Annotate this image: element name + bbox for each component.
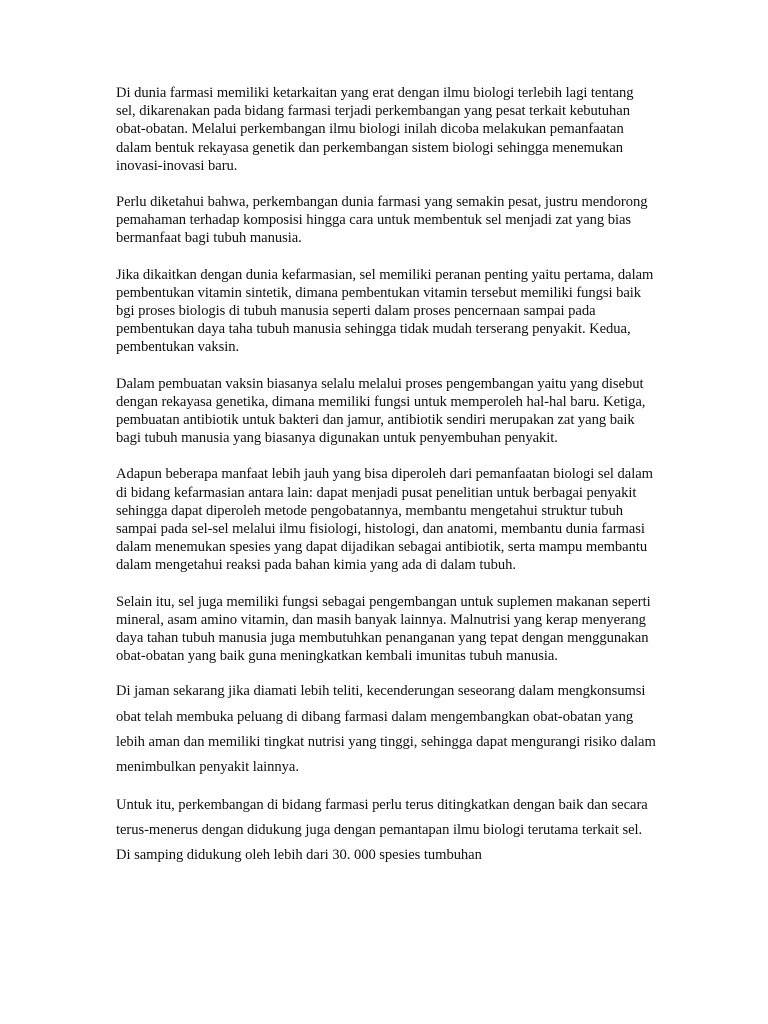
paragraph-5: Adapun beberapa manfaat lebih jauh yang bisa diperoleh dari pemanfaatan biologi sel dalam di bidang kefarmasian antara lain: dapat menjadi pusat penelitian untuk berbagai penyakit sehingga dapat diperoleh metode pengobatannya, membantu mengetahui struktur tubuh sampai pada sel-sel melalui ilmu fisiologi, histologi, dan anatomi, membantu dunia farmasi dalam menemukan spesies yang dapat dijadikan sebagai antibiotik, serta mampu membantu dalam mengetahui reaksi pada bahan kimia yang ada di dalam tubuh. xyxy=(116,466,653,574)
paragraph-1: Di dunia farmasi memiliki ketarkaitan yang erat dengan ilmu biologi terlebih lagi tentang sel, dikarenakan pada bidang farmasi terjadi perkembangan yang pesat terkait kebutuhan obat-obatan. Melalui perkembangan ilmu biologi inilah dicoba melakukan pemanfaatan dalam bentuk rekayasa genetik dan perkembangan sistem biologi sehingga menemukan inovasi-inovasi baru. xyxy=(116,85,634,174)
paragraph-3: Jika dikaitkan dengan dunia kefarmasian, sel memiliki peranan penting yaitu pertama, dalam pembentukan vitamin sintetik, dimana pembentukan vitamin tersebut memiliki fungsi baik bgi proses biologis di tubuh manusia seperti dalam proses pencernaan sampai pada pembentukan daya taha tubuh manusia sehingga tidak mudah terserang penyakit. Kedua, pembentukan vaksin. xyxy=(116,266,654,356)
paragraph-4: Dalam pembuatan vaksin biasanya selalu melalui proses pengembangan yaitu yang disebut dengan rekayasa genetika, dimana memiliki fungsi untuk memperoleh hal-hal baru. Ketiga, pembuatan antibiotik untuk bakteri dan jamur, antibiotik sendiri merupakan zat yang baik bagi tubuh manusia yang biasanya digunakan untuk penyembuhan penyakit. xyxy=(116,375,646,447)
paragraph-6: Selain itu, sel juga memiliki fungsi sebagai pengembangan untuk suplemen makanan seperti mineral, asam amino vitamin, dan masih banyak lainnya. Malnutrisi yang kerap menyerang daya tahan tubuh manusia juga membutuhkan penanganan yang tepat dengan menggunakan obat-obatan yang baik guna meningkatkan kembali imunitas tubuh manusia. xyxy=(116,593,651,665)
paragraph-2: Perlu diketahui bahwa, perkembangan dunia farmasi yang semakin pesat, justru mendorong pemahaman terhadap komposisi hingga cara untuk membentuk sel menjadi zat yang bias bermanfaat bagi tubuh manusia. xyxy=(116,194,648,247)
paragraph-7: Di jaman sekarang jika diamati lebih teliti, kecenderungan seseorang dalam mengkonsumsi obat telah membuka peluang di dibang farmasi dalam mengembangkan obat-obatan yang lebih aman dan memiliki tingkat nutrisi yang tinggi, sehingga dapat mengurangi risiko dalam menimbulkan penyakit lainnya. xyxy=(116,683,656,776)
paragraph-8: Untuk itu, perkembangan di bidang farmasi perlu terus ditingkatkan dengan baik dan secara terus-menerus dengan didukung juga dengan pemantapan ilmu biologi terutama terkait sel. Di samping didukung oleh lebih dari 30. 000 spesies tumbuhan xyxy=(116,796,648,864)
document-body xyxy=(116,84,656,869)
